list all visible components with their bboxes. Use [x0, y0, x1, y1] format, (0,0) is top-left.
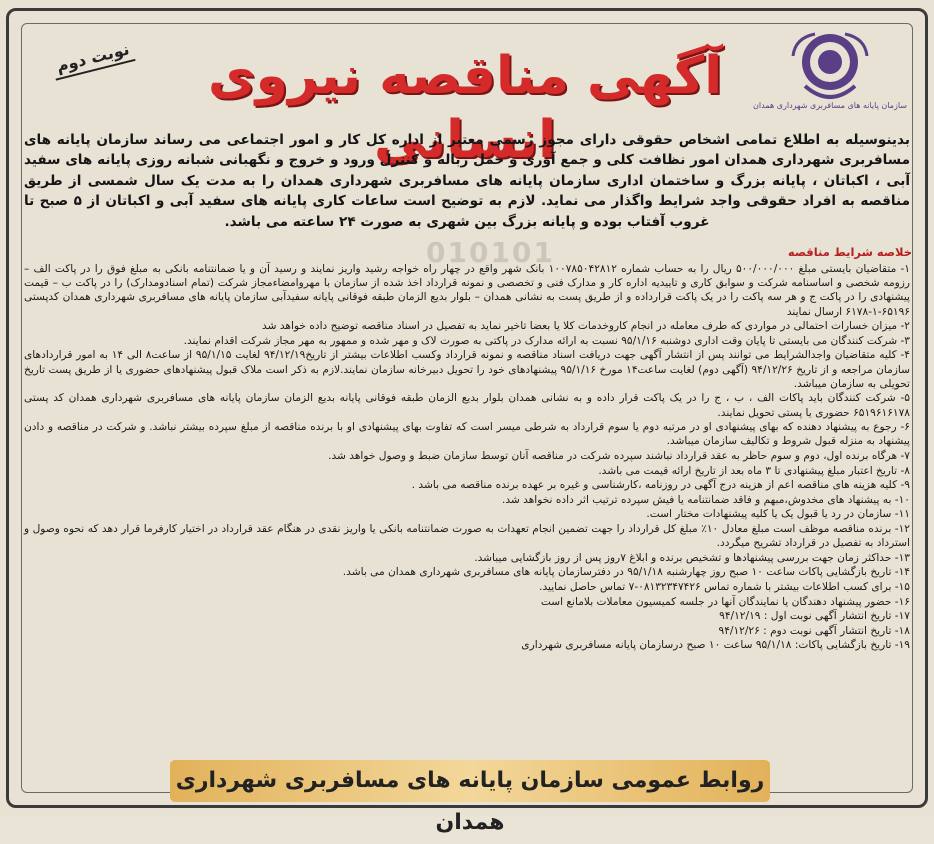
footer-banner: روابط عمومی سازمان پایانه های مسافربری شهرداری همدان [170, 760, 770, 802]
condition-item: ۸- تاریخ اعتبار مبلغ پیشنهادی تا ۳ ماه بعد از تاریخ ارائه قیمت می باشد. [598, 464, 910, 477]
round-badge: نوبت دوم [50, 38, 136, 80]
condition-item: ۱۹- تاریخ بازگشایی پاکات: ۹۵/۱/۱۸ ساعت ۱۰ صبح درسازمان پایانه مسافربری شهرداری [521, 639, 910, 652]
condition-item: ۱۳- حداکثر زمان جهت بررسی پیشنهادها و تشخیص برنده و ابلاغ ۷روز پس از روز بازگشایی میباشد. [474, 551, 910, 564]
condition-item: ۲- میزان خسارات احتمالی در مواردی که طرف معامله در انجام کاروخدمات کلا یا بعضا تاخیر نماید به تفصیل در اسناد مناقصه توضیح داده خواهد شد [262, 320, 910, 333]
conditions-list [24, 262, 910, 653]
condition-item: ۴- کلیه متقاضیان واجدالشرایط می توانند پس از انتشار آگهی جهت دریافت اسناد مناقصه و نمونه قرارداد وکسب اطلاعات بیشتر از تاریخ۹۴/۱۲/۱۹ لغایت ۹۵/۱/۱۵ از ساعت۸ الی ۱۴ به امور قراردادهای سازمان مراجعه و از تاریخ ۹۴/۱۲/۲۶ (آگهی دوم) لغایت ساعت۱۴ مورخ ۹۵/۱/۱۶ پیشنهادهای خود را تحویل دبیرخانه سازمان نمایند.لازم به ذکر است ملاک قبول پیشنهادهای حضوری یا از طریق پست تاریخ تحویلی به سازمان میباشد. [24, 349, 911, 390]
condition-item: ۱۵- برای کسب اطلاعات بیشتر با شماره تماس ۰۸۱۳۲۳۴۷۴۲۶-۷ تماس حاصل نمایید. [539, 580, 910, 593]
condition-item: ۳- شرکت کنندگان می بایستی تا پایان وقت اداری دوشنبه ۹۵/۱/۱۶ نسبت به ارائه مدارک در پاکتی به صورت لاک و مهر شده و ممهور به مهر مجاز شرکت اقدام نمایند. [183, 334, 910, 347]
condition-item: ۵- شرکت کنندگان باید پاکات الف ، ب ، ج را در یک پاکت قرار داده و به نشانی همدان بلوار بدیع الزمان طبقه فوقانی پایانه بدیع الزمان سازمان پایانه های مسافربری شهرداری همدان کد پستی ۶۵۱۹۶۱۶۱۷۸ حضوری یا پستی تحویل نمایند. [24, 392, 910, 419]
condition-item: ۱۶- حضور پیشنهاد دهندگان یا نمایندگان آنها در جلسه کمیسیون معاملات بلامانع است [540, 595, 910, 608]
condition-item: ۶- رجوع به پیشنهاد دهنده که بهای پیشنهادی او در مرتبه دوم یا سوم قرارداد به شرطی میسر است که تفاوت بهای پیشنهادی او با برنده مناقصه از مبلغ سپرده بیشتر نباشد. و شرکت در مناقصه و دادن پیشنهاد به منزله قبول شروط و تکالیف سازمان میباشد. [24, 421, 910, 448]
organization-logo-icon [753, 28, 907, 116]
condition-item: ۹- کلیه هزینه های مناقصه اعم از هزینه درج آگهی در روزنامه ،کارشناسی و غیره بر عهده برنده مناقصه می باشد . [411, 479, 910, 492]
summary-heading: خلاصه شرایط مناقصه [787, 245, 912, 259]
watermark-text: 010101 [426, 236, 555, 269]
condition-item: ۱۷- تاریخ انتشار آگهی نوبت اول : ۹۴/۱۲/۱۹ [719, 610, 910, 623]
condition-item: ۱۱- سازمان در رد یا قبول یک یا کلیه پیشنهادات مختار است. [646, 508, 910, 521]
condition-item: ۷- هرگاه برنده اول، دوم و سوم حاظر به عقد قرارداد نباشند سپرده شرکت در مناقصه آنان توسط سازمان ضبط و وصول خواهد شد. [328, 449, 910, 462]
condition-item: ۱۸- تاریخ انتشار آگهی نوبت دوم : ۹۴/۱۲/۲۶ [718, 624, 910, 637]
condition-item: ۱۲- برنده مناقصه موظف است مبلغ معادل ۱۰٪ مبلغ کل قرارداد را جهت تضمین انجام تعهدات به صورت ضمانتنامه بانکی یا واریز نقدی در هنگام عقد قرارداد در اختیار کارفرما قرار دهد که نحوه وصول و استرداد به تفصیل در قرارداد تشریح میگردد. [24, 522, 910, 550]
condition-item: ۱- متقاضیان بایستی مبلغ ۵۰۰/۰۰۰/۰۰۰ ریال را به حساب شماره ۱۰۰۷۸۵۰۴۲۸۱۲ بانک شهر واقع در چهار راه خواجه رشید واریز نمایند و رسید آن و یا ضمانتنامه بانکی به مبلغ فوق را در پاکت الف – رزومه شخصی و اساسنامه شرکت و سوابق کاری و تاییدیه اداره کار و مدارک فنی و تخصصی و نمونه قرارداد اخذ شده از سازمان با مهروامضاءمجاز شرکت (تمام اسنادومدارک) را در پاکت ب – قیمت پیشنهادی را در پاکت ج و هر سه پاکت را در یک پاکت قرارداده و از طریق پست به نشانی همدان – بلوار بدیع الزمان طبقه فوقانی پایانه سفیدآبی سازمان پایانه های مسافربری شهرداری همدان کدپستی ۶۵۱۹۶-۱-۶۱۷۸ ارسال نمایند [24, 263, 910, 318]
condition-item: ۱۴- تاریخ بازگشایی پاکات ساعت ۱۰ صبح روز چهارشنبه ۹۵/۱/۱۸ در دفترسازمان پایانه های مسافربری شهرداری همدان می باشد. [342, 566, 910, 579]
intro-paragraph: بدینوسیله به اطلاع تمامی اشخاص حقوقی دارای مجوز رسمی معتبر از اداره کل کار و امور اجتماعی می رساند سازمان پایانه های مسافربری شهرداری همدان امور نظافت کلی و جمع آوری و حمل زباله و کنترل ورود و خروج و نگهبانی شبانه روزی پایانه های سفید آبی ، اکباتان ، پایانه بزرگ و ساختمان اداری سازمان پایانه های مسافربری شهرداری همدان را به مدت یک سال شمسی از طریق مناقصه به افراد حقوقی واجد شرایط واگذار می نماید. لازم به توضیح است ساعات کاری پایانه های سفید آبی و اکباتان از ۵ صبح تا غروب آفتاب بوده و پایانه بزرگ بین شهری به صورت ۲۴ ساعته می باشد. [24, 132, 910, 230]
condition-item: ۱۰- به پیشنهاد های مخدوش،مبهم و فاقد ضمانتنامه یا فیش سپرده ترتیب اثر داده نخواهد شد. [501, 493, 910, 506]
logo-text: سازمان پایانه های مسافربری شهرداری همدان [753, 101, 907, 110]
page-title: آگهی مناقصه نیروی انسانی [207, 46, 723, 170]
